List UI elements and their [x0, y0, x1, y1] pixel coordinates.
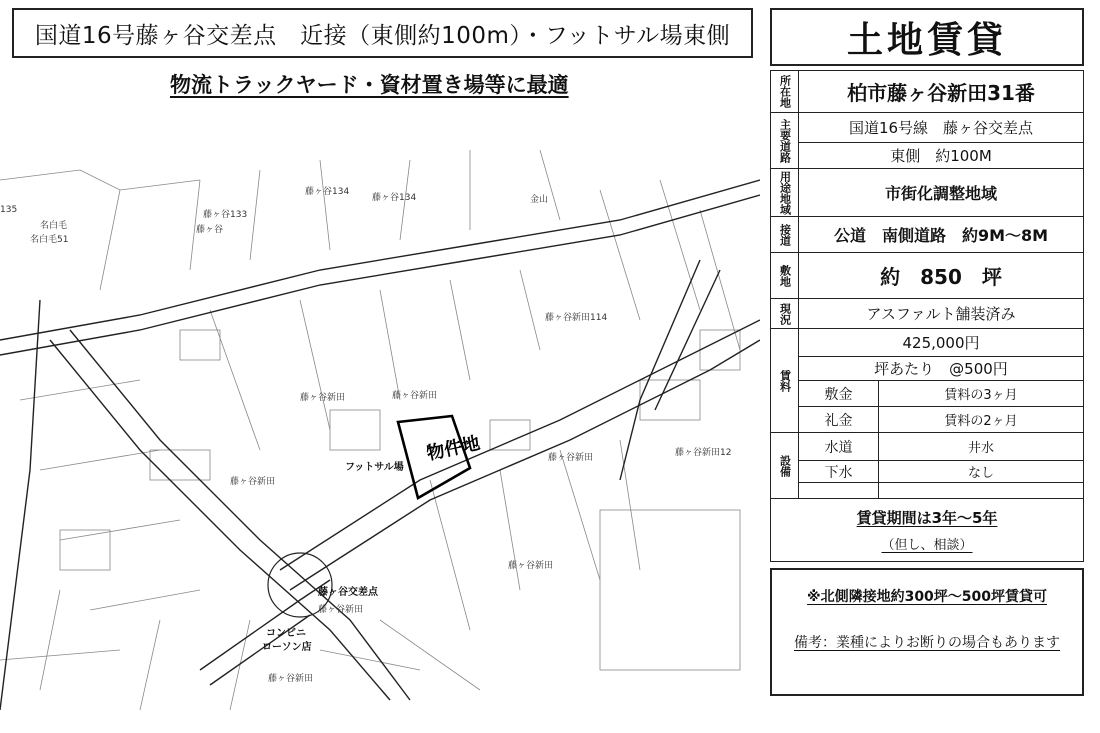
map-label-135: 135	[0, 205, 18, 215]
sewer-value: なし	[879, 461, 1084, 483]
zoning-label: 用途地域	[771, 169, 799, 217]
map-label-intersection: 藤ヶ谷交差点	[318, 587, 378, 598]
map-label-shinden2: 藤ヶ谷新田	[392, 391, 438, 401]
keymoney-value: 賃料の2ヶ月	[879, 407, 1084, 433]
map-label-lawson: ローソン店	[262, 642, 312, 653]
map-label-fujigaya: 藤ヶ谷	[196, 225, 224, 235]
map-label-fujigaya133: 藤ヶ谷133	[203, 210, 248, 220]
top-title-box	[12, 8, 753, 58]
subtitle: 物流トラックヤード・資材置き場等に最適	[170, 73, 569, 97]
map-label-convenience: コンビニ	[266, 628, 306, 639]
map-label-shinden12: 藤ヶ谷新田12	[675, 448, 732, 458]
map-label-fujigaya134b: 藤ヶ谷134	[372, 193, 417, 203]
facilities-label: 設備	[771, 433, 799, 499]
frontage-value: 公道 南側道路 約9M～8M	[799, 217, 1084, 253]
north-adjacent-note: ※北側隣接地約300坪～500坪賃貸可	[806, 589, 1048, 605]
panel-heading: 土地賃貸	[770, 8, 1084, 66]
rent-label: 賃料	[771, 329, 799, 433]
facilities-blank-label	[799, 483, 879, 499]
lease-period: 賃貸期間は3年～5年	[856, 509, 998, 527]
map-label-shinden3: 藤ヶ谷新田	[548, 453, 594, 463]
road-label: 主要道路	[771, 113, 799, 169]
status-value: アスファルト舗装済み	[799, 299, 1084, 329]
status-label: 現況	[771, 299, 799, 329]
map-label-intersection-area: 藤ヶ谷新田	[318, 605, 364, 615]
deposit-value: 賃料の3ヶ月	[879, 381, 1084, 407]
lease-note: （但し、相談）	[881, 538, 973, 553]
notes-box	[770, 568, 1084, 696]
map-label-meshiro51: 名白毛51	[30, 235, 69, 245]
map-label-meshiro: 名白毛	[40, 221, 68, 231]
road-value-2: 東側 約100M	[799, 143, 1084, 169]
map-label-fujigaya114: 藤ヶ谷新田114	[545, 313, 608, 323]
top-title-text: 国道16号藤ヶ谷交差点 近接（東側約100m）・フットサル場東側	[34, 22, 731, 49]
sewer-label: 下水	[799, 461, 879, 483]
map-label-shinden-c: 藤ヶ谷新田	[508, 561, 554, 571]
zoning-value: 市街化調整地域	[799, 169, 1084, 217]
rent-value: 425,000円	[799, 329, 1084, 357]
facilities-blank-value	[879, 483, 1084, 499]
map-label-shinden1: 藤ヶ谷新田	[300, 393, 346, 403]
map-label-kaneyama: 金山	[530, 195, 549, 205]
area-map	[0, 150, 760, 710]
area-value: 約 850 坪	[799, 253, 1084, 299]
location-label: 所在地	[771, 71, 799, 113]
map-label-futsal: フットサル場	[345, 462, 404, 473]
keymoney-label: 礼金	[799, 407, 879, 433]
location-value: 柏市藤ヶ谷新田31番	[799, 71, 1084, 113]
remarks: 備考：業種によりお断りの場合もあります	[794, 635, 1060, 651]
property-label: 物件地	[424, 432, 482, 465]
lease-box	[770, 499, 1084, 562]
map-label-shinden-b: 藤ヶ谷新田	[230, 477, 276, 487]
info-panel	[770, 8, 1084, 696]
map-label-shinden-d: 藤ヶ谷新田	[268, 674, 314, 684]
water-value: 井水	[879, 433, 1084, 461]
frontage-label: 接道	[771, 217, 799, 253]
rent-per-tsubo: 坪あたり @500円	[799, 357, 1084, 381]
water-label: 水道	[799, 433, 879, 461]
area-label: 敷地	[771, 253, 799, 299]
map-label-fujigaya134: 藤ヶ谷134	[305, 187, 350, 197]
deposit-label: 敷金	[799, 381, 879, 407]
info-table	[770, 70, 1084, 499]
road-value-1: 国道16号線 藤ヶ谷交差点	[799, 113, 1084, 143]
